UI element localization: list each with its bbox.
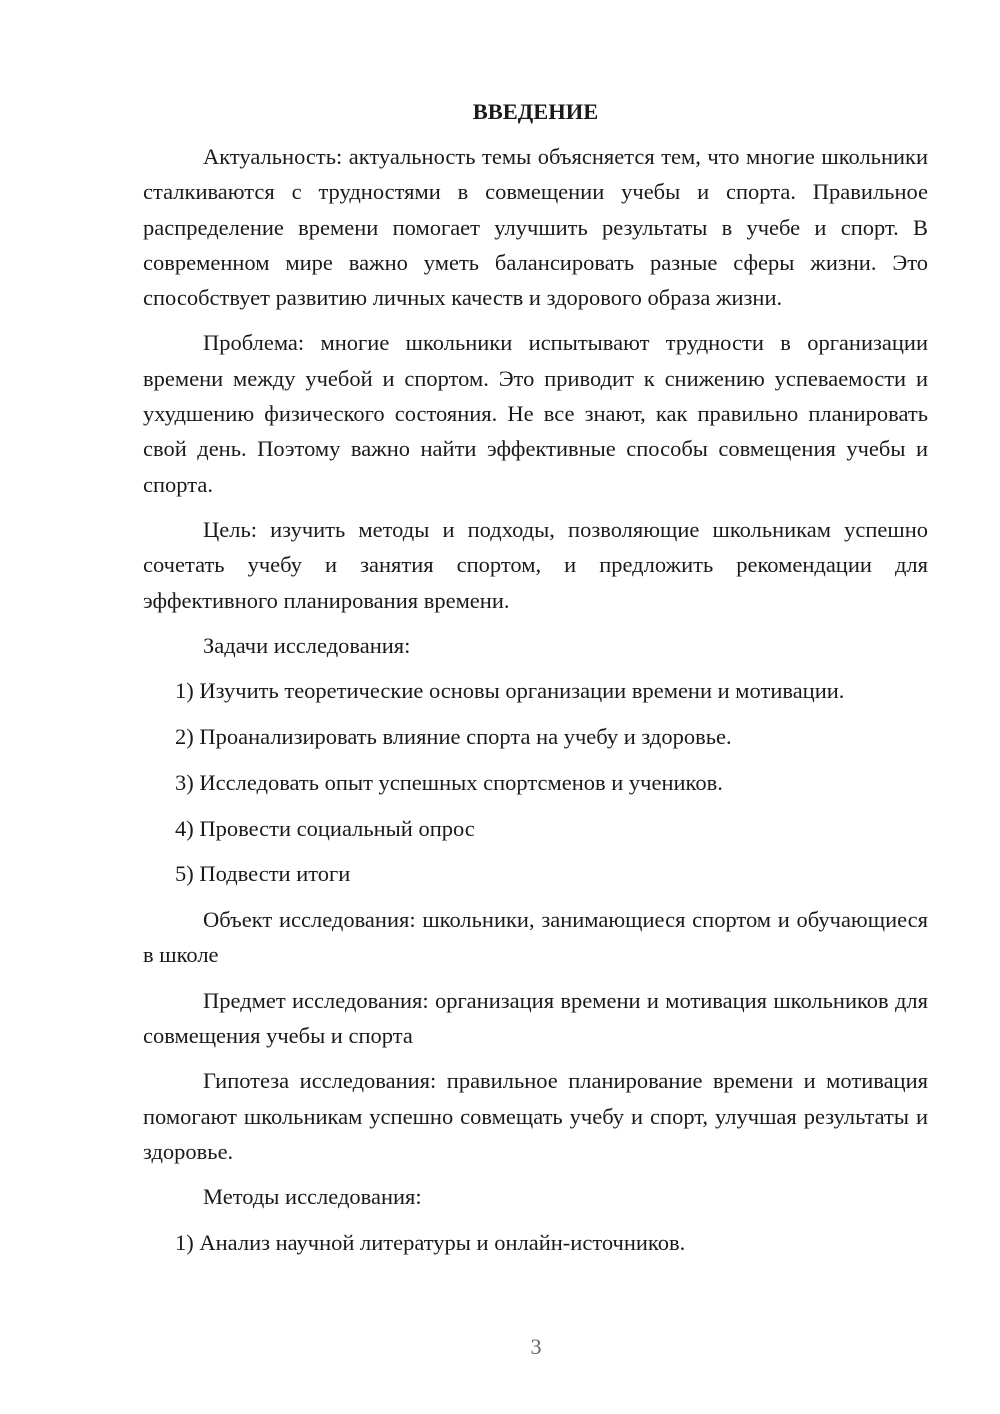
hypothesis-paragraph: Гипотеза исследования: правильное планирование времени и мотивация помогают школьникам успешно совмещать учебу и спорт, улучшая результаты и здоровье. xyxy=(143,1068,928,1164)
methods-heading: Методы исследования: xyxy=(203,1184,422,1210)
goal-paragraph: Цель: изучить методы и подходы, позволяющие школьникам успешно сочетать учебу и занятия спортом, и предложить рекомендации для эффективного планирования времени. xyxy=(143,516,928,613)
task-item: 1) Изучить теоретические основы организации времени и мотивации. xyxy=(175,678,845,704)
task-item: 3) Исследовать опыт успешных спортсменов и учеников. xyxy=(175,769,723,795)
section-title: ВВЕДЕНИЕ xyxy=(472,99,599,124)
object-paragraph: Объект исследования: школьники, занимающиеся спортом и обучающиеся в школе xyxy=(143,907,928,968)
tasks-list xyxy=(143,673,928,891)
method-item: 1) Анализ научной литературы и онлайн-источников. xyxy=(175,1229,686,1255)
task-item: 2) Проанализировать влияние спорта на учебу и здоровье. xyxy=(175,723,732,749)
subject-paragraph: Предмет исследования: организация времени и мотивация школьников для совмещения учебы и спорта xyxy=(143,987,928,1049)
relevance-paragraph: Актуальность: актуальность темы объясняется тем, что многие школьники сталкиваются с трудностями в совмещении учебы и спорта. Правильное распределение времени помогает улучшить результаты в учебе и спорт. В современном мире важно уметь балансировать разные сферы жизни. Это способствует развитию личных качеств и здорового образа жизни. xyxy=(143,144,928,311)
problem-paragraph: Проблема: многие школьники испытывают трудности в организации времени между учебой и спортом. Это приводит к снижению успеваемости и ухудшению физического состояния. Не все знают, как правильно планировать свой день. Поэтому важно найти эффективные способы совмещения учебы и спорта. xyxy=(143,330,928,497)
task-item: 4) Провести социальный опрос xyxy=(175,815,475,841)
task-item: 5) Подвести итоги xyxy=(175,861,351,887)
page-number: 3 xyxy=(530,1334,542,1359)
page-content xyxy=(143,94,928,1270)
tasks-heading: Задачи исследования: xyxy=(203,632,411,658)
methods-list xyxy=(143,1225,928,1260)
